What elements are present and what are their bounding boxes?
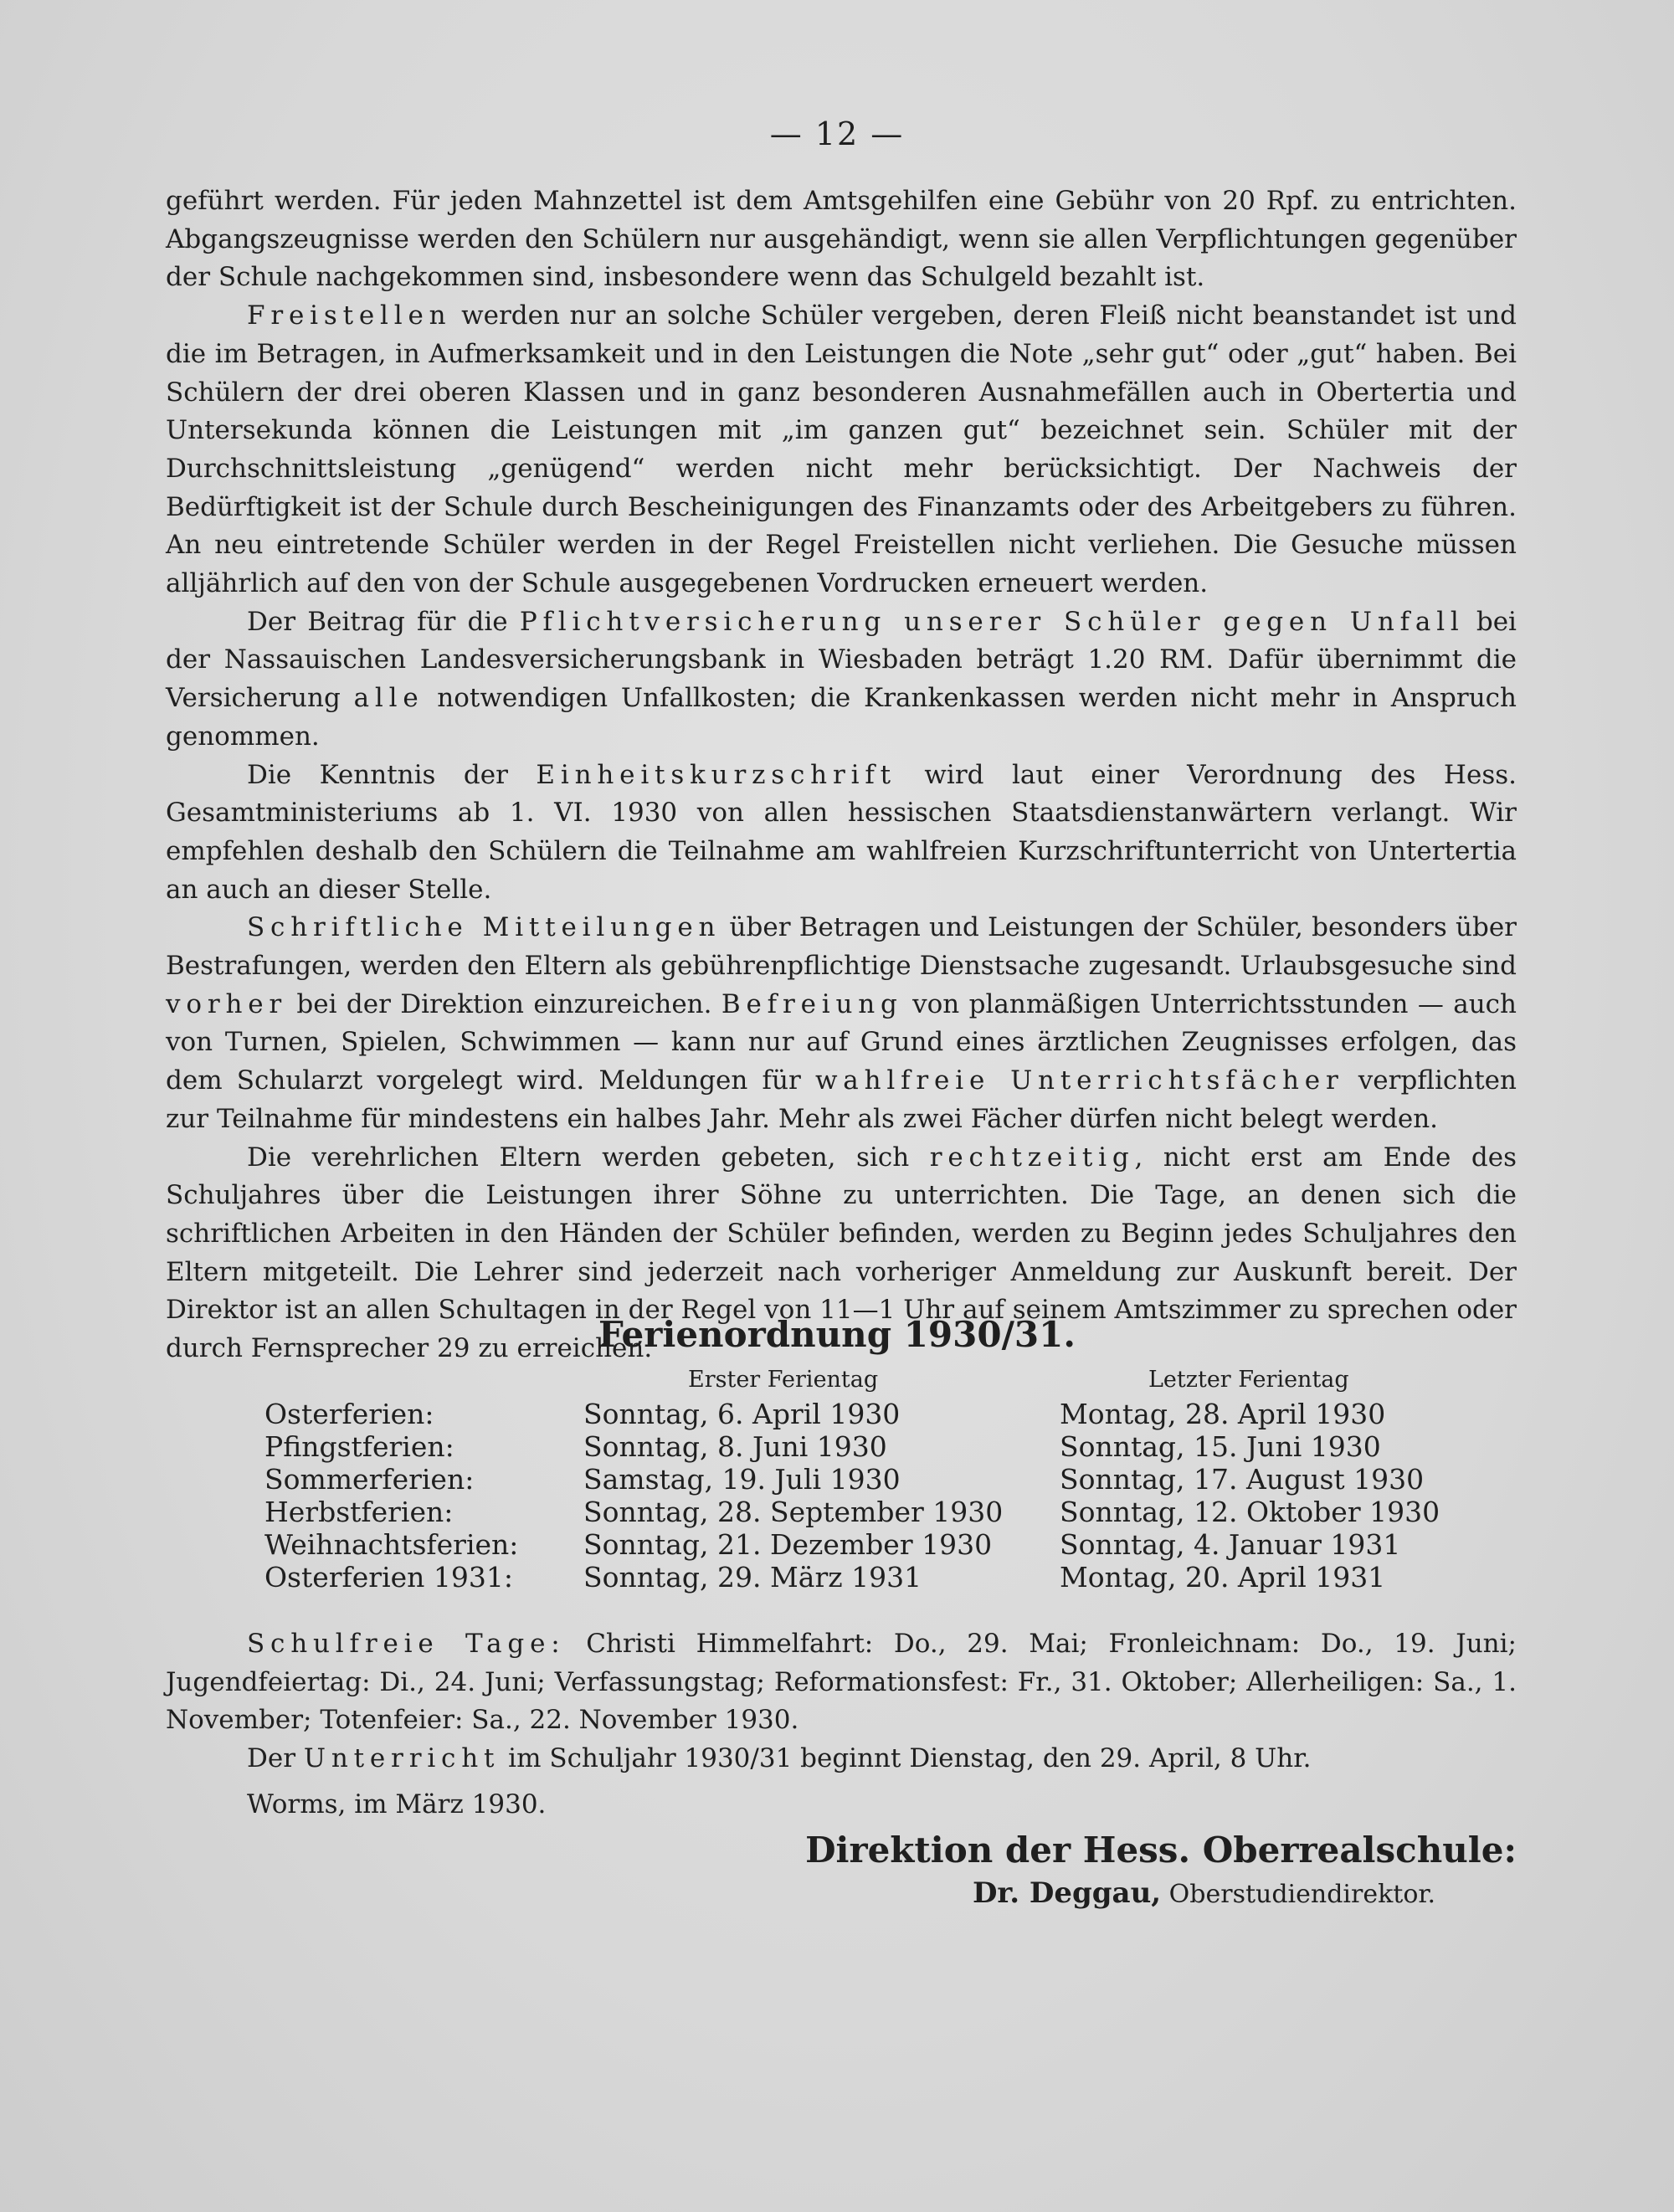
table-row: Pfingstferien: Sonntag, 8. Juni 1930 Sonntag, 15. Juni 1930 xyxy=(264,1430,1381,1463)
paragraph-eltern: Die verehrlichen Eltern werden gebeten, sich rechtzeitig, nicht erst am Ende des Schuljahres über die Leistungen ihrer Söhne zu unterrichten. Die Tage, an denen sich die schriftlichen Arbeiten in den Händen der Schüler befinden, werden zu Beginn jedes Schuljahres den Eltern mitgeteilt. Die Lehrer sind jederzeit nach vorheriger Anmeldung zur Auskunft bereit. Der Direktor ist an allen Schultagen in der Regel von 11—1 Uhr auf seinem Amtszimmer zu sprechen oder durch Fernsprecher 29 zu erreichen. xyxy=(166,1142,1517,1364)
paragraph-kurzschrift: Die Kenntnis der Einheitskurzschrift wird laut einer Verordnung des Hess. Gesamtministeriums ab 1. VI. 1930 von allen hessischen Staatsdienstanwärtern verlangt. Wir empfehlen deshalb den Schülern die Teilnahme am wahlfreien Kurzschriftunterricht von Untertertia an auch an dieser Stelle. xyxy=(166,759,1517,905)
column-header-last-day: Letzter Ferientag xyxy=(1148,1367,1349,1393)
paragraph-versicherung: Der Beitrag für die Pflichtversicherung unserer Schüler gegen Unfall bei der Nassauischen Landesversicherungsbank in Wiesbaden beträgt 1.20 RM. Dafür übernimmt die Versicherung alle notwendigen Unfallkosten; die Krankenkassen werden nicht mehr in Anspruch genommen. xyxy=(166,606,1517,752)
spaced-term: Schulfreie Tage: xyxy=(247,1629,566,1659)
table-row: Sommerferien: Samstag, 19. Juli 1930 Sonntag, 17. August 1930 xyxy=(264,1463,1425,1496)
body-text xyxy=(166,182,1517,1368)
table-row: Osterferien: Sonntag, 6. April 1930 Montag, 28. April 1930 xyxy=(264,1398,1386,1430)
spaced-term: Pflichtversicherung unserer Schüler gegen Unfall xyxy=(519,606,1465,637)
spaced-term: Schriftliche Mitteilungen xyxy=(247,912,721,943)
column-header-first-day: Erster Ferientag xyxy=(688,1367,879,1393)
signature-name: Dr. Deggau, xyxy=(972,1876,1162,1910)
spaced-term: vorher xyxy=(166,988,288,1019)
table-row: Osterferien 1931: Sonntag, 29. März 1931 Montag, 20. April 1931 xyxy=(264,1561,1386,1594)
signature-title: Oberstudiendirektor. xyxy=(1161,1880,1435,1909)
spaced-term: Befreiung xyxy=(721,988,903,1019)
paragraph-mahnzettel: geführt werden. Für jeden Mahnzettel ist dem Amtsgehilfen eine Gebühr von 20 Rpf. zu entrichten. Abgangszeugnisse werden den Schülern nur ausgehändigt, wenn sie allen Verpflichtungen gegenüber der Schule nachgekommen sind, insbesondere wenn das Schulgeld bezahlt ist. xyxy=(166,186,1517,293)
spaced-term: rechtzeitig xyxy=(929,1142,1135,1173)
holiday-table-title: Ferienordnung 1930/31. xyxy=(598,1314,1076,1355)
holiday-table xyxy=(0,1398,1674,1594)
paragraph-mitteilungen: Schriftliche Mitteilungen über Betragen und Leistungen der Schüler, besonders über Bestrafungen, werden den Eltern als gebührenpflichtige Dienstsache zugesandt. Urlaubsgesuche sind vorher bei der Direktion einzureichen. Befreiung von planmäßigen Unterrichtsstunden — auch von Turnen, Spielen, Schwimmen — kann nur auf Grund eines ärztlichen Zeugnisses erfolgen, das dem Schularzt vorgelegt wird. Meldungen für wahlfreie Unterrichtsfächer verpflichten zur Teilnahme für mindestens ein halbes Jahr. Mehr als zwei Fächer dürfen nicht belegt werden. xyxy=(166,912,1517,1134)
page-number: — 12 — xyxy=(769,115,905,152)
signature-organization: Direktion der Hess. Oberrealschule: xyxy=(805,1830,1517,1871)
spaced-term: Einheitskurzschrift xyxy=(536,759,896,790)
paragraph-unterrichtsbeginn: Der Unterricht im Schuljahr 1930/31 beginnt Dienstag, den 29. April, 8 Uhr. xyxy=(247,1743,1312,1774)
paragraph-freistellen: Freistellen werden nur an solche Schüler vergeben, deren Fleiß nicht beanstandet ist und die im Betragen, in Aufmerksamkeit und in den Leistungen die Note „sehr gut“ oder „gut“ haben. Bei Schülern der drei oberen Klassen und in ganz besonderen Ausnahmefällen auch in Obertertia und Untersekunda können die Leistungen mit „im ganzen gut“ bezeichnet sein. Schüler mit der Durchschnittsleistung „genügend“ werden nicht mehr berücksichtigt. Der Nachweis der Bedürftigkeit ist der Schule durch Bescheinigungen des Finanzamts oder des Arbeitgebers zu führen. An neu eintretende Schüler werden in der Regel Freistellen nicht verliehen. Die Gesuche müssen alljährlich auf den von der Schule ausgegebenen Vordrucken erneuert werden. xyxy=(166,300,1517,599)
spaced-term: alle xyxy=(353,683,424,714)
signature-line xyxy=(973,1876,1435,1910)
spaced-term: Unterricht xyxy=(303,1743,501,1774)
table-row: Herbstferien: Sonntag, 28. September 1930 Sonntag, 12. Oktober 1930 xyxy=(264,1496,1440,1528)
table-row: Weihnachtsferien: Sonntag, 21. Dezember 1930 Sonntag, 4. Januar 1931 xyxy=(264,1528,1401,1561)
footer-text xyxy=(166,1625,1517,1778)
spaced-term: Freistellen xyxy=(247,300,452,331)
place-date: Worms, im März 1930. xyxy=(247,1789,547,1819)
spaced-term: wahlfreie Unterrichtsfächer xyxy=(814,1065,1344,1096)
paragraph-schulfreie-tage: Schulfreie Tage: Christi Himmelfahrt: Do., 29. Mai; Fronleichnam: Do., 19. Juni; Jugendfeiertag: Di., 24. Juni; Verfassungstag; Reformationsfest: Fr., 31. Oktober; Allerheiligen: Sa., 1. November; Totenfeier: Sa., 22. November 1930. xyxy=(166,1629,1517,1736)
